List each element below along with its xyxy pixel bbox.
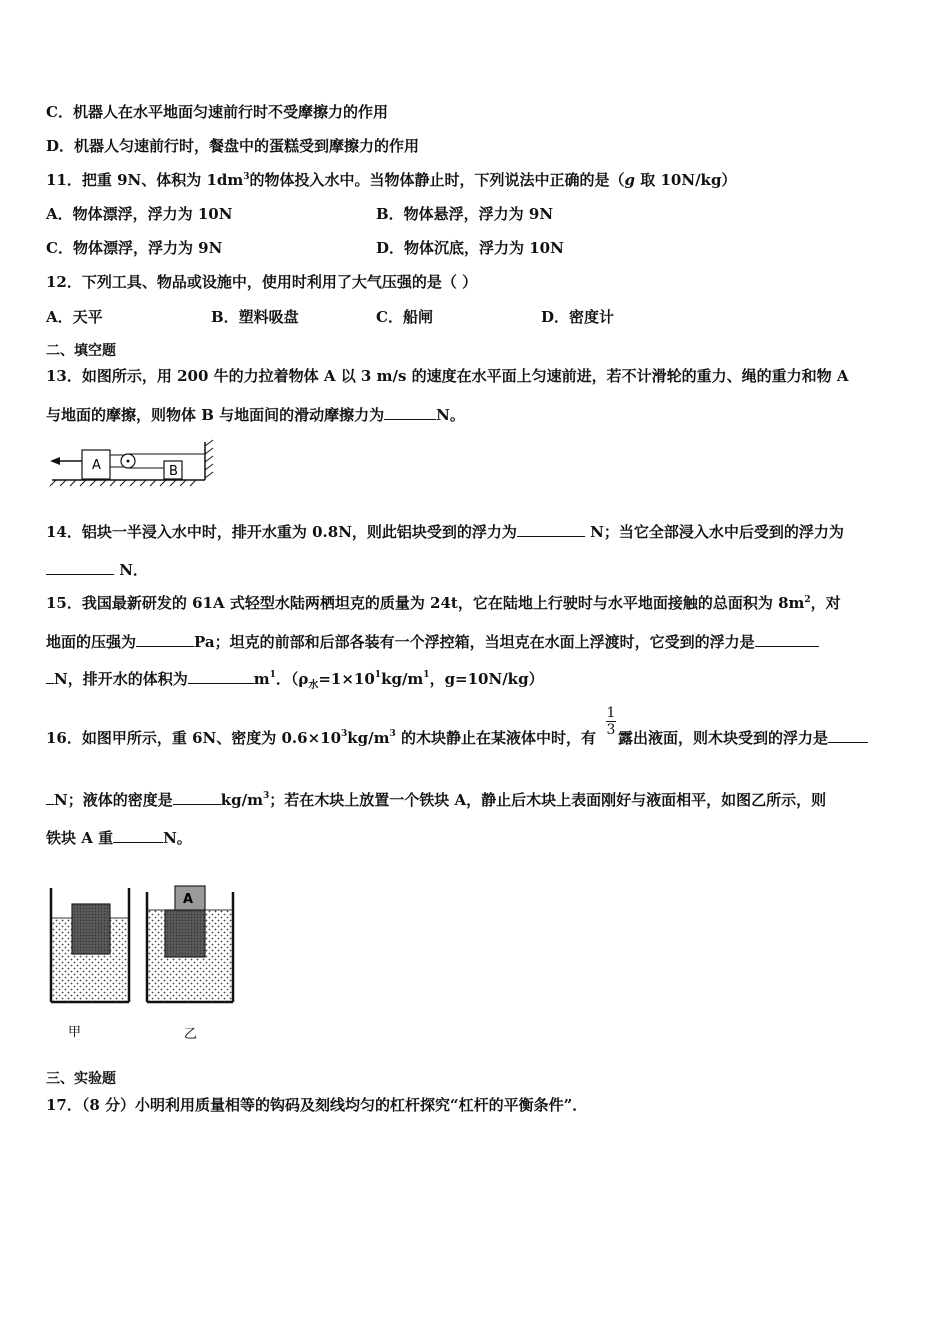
q10-option-d: D．机器人匀速前行时，餐盘中的蛋糕受到摩擦力的作用 bbox=[46, 137, 420, 155]
q11-option-c: C．物体漂浮，浮力为 9N bbox=[46, 239, 223, 257]
q15-line3: N，排开水的体积为 $m^1$．（$\rho_水=1\times 10^1kg/m^1$，g=10N/kg） bbox=[46, 669, 544, 695]
q15-answer-blank-1[interactable] bbox=[136, 632, 194, 647]
q13-line2: 与地面的摩擦，则物体 B 与地面间的滑动摩擦力为 N。 bbox=[46, 406, 465, 424]
svg-text:A: A bbox=[92, 458, 101, 473]
q11-option-b: B．物体悬浮，浮力为 9N bbox=[376, 205, 554, 223]
container-jia bbox=[51, 888, 129, 1002]
q16-line1: 16．如图甲所示，重 6N、密度为 $0.6\times 10^3kg/m^3$ 的木块静止在某液体中时，有 露出液面，则木块受到的浮力是 bbox=[46, 728, 868, 747]
svg-text:A: A bbox=[183, 892, 194, 907]
q16-answer-blank-3[interactable] bbox=[113, 828, 163, 843]
svg-text:乙: 乙 bbox=[184, 1027, 198, 1042]
q14-line1: 14．铝块一半浸入水中时，排开水重为 0.8N，则此铝块受到的浮力为 N；当它全部浸入水中后受到的浮力为 bbox=[46, 523, 844, 541]
q11-option-a: A．物体漂浮，浮力为 10N bbox=[46, 205, 233, 223]
q15-answer-blank-3[interactable] bbox=[188, 669, 254, 684]
q14-answer-blank-2[interactable] bbox=[46, 560, 114, 575]
svg-text:B: B bbox=[169, 464, 178, 479]
svg-text:甲: 甲 bbox=[68, 1025, 82, 1040]
q16-answer-blank-2[interactable] bbox=[173, 790, 221, 805]
q15-line1: 15．我国最新研发的 61A 式轻型水陆两栖坦克的质量为 24t，它在陆地上行驶时与水平地面接触的总面积为 $8m^2$，对 bbox=[46, 594, 841, 612]
q15-answer-blank-2[interactable] bbox=[755, 632, 819, 647]
q11-stem: 11．把重 9N、体积为 $1dm^3$的物体投入水中。当物体静止时，下列说法中正确的是（g 取 10N/kg） bbox=[46, 171, 737, 189]
q13-answer-blank[interactable] bbox=[384, 405, 436, 420]
q17-stem: 17．（8 分）小明利用质量相等的钩码及刻线均匀的杠杆探究“杠杆的平衡条件”． bbox=[46, 1096, 588, 1114]
q16-line2: N；液体的密度是 $kg/m^3$；若在木块上放置一个铁块 A，静止后木块上表面刚好与液面相平，如图乙所示，则 bbox=[46, 790, 826, 809]
container-yi bbox=[147, 886, 233, 1002]
q13-line1: 13．如图所示，用 200 牛的力拉着物体 A 以 3 m/s 的速度在水平面上匀速前进，若不计滑轮的重力、绳的重力和物 A bbox=[46, 367, 849, 385]
section-fill-in-heading: 二、填空题 bbox=[46, 343, 116, 359]
q12-option-c: C．船闸 bbox=[376, 308, 433, 326]
q14-answer-blank-1[interactable] bbox=[517, 522, 585, 537]
q16-fraction: 1 3 bbox=[606, 705, 616, 738]
q12-option-d: D．密度计 bbox=[541, 308, 615, 326]
q13-pulley-figure bbox=[46, 440, 226, 490]
q12-option-a: A．天平 bbox=[46, 308, 103, 326]
q10-option-c: C．机器人在水平地面匀速前行时不受摩擦力的作用 bbox=[46, 103, 388, 121]
q14-line2: N． bbox=[46, 560, 148, 579]
q12-option-b: B．塑料吸盘 bbox=[211, 308, 299, 326]
q11-option-d: D．物体沉底，浮力为 10N bbox=[376, 239, 564, 257]
q16-figures bbox=[46, 880, 246, 1045]
q12-stem: 12．下列工具、物品或设施中，使用时利用了大气压强的是（ ） bbox=[46, 273, 478, 291]
q15-line2: 地面的压强为 Pa；坦克的前部和后部各装有一个浮控箱，当坦克在水面上浮渡时，它受到的浮力是 bbox=[46, 632, 819, 651]
q16-answer-blank-1[interactable] bbox=[828, 728, 868, 743]
section-experiment-heading: 三、实验题 bbox=[46, 1071, 116, 1087]
q16-line3: 铁块 A 重 N。 bbox=[46, 829, 192, 847]
